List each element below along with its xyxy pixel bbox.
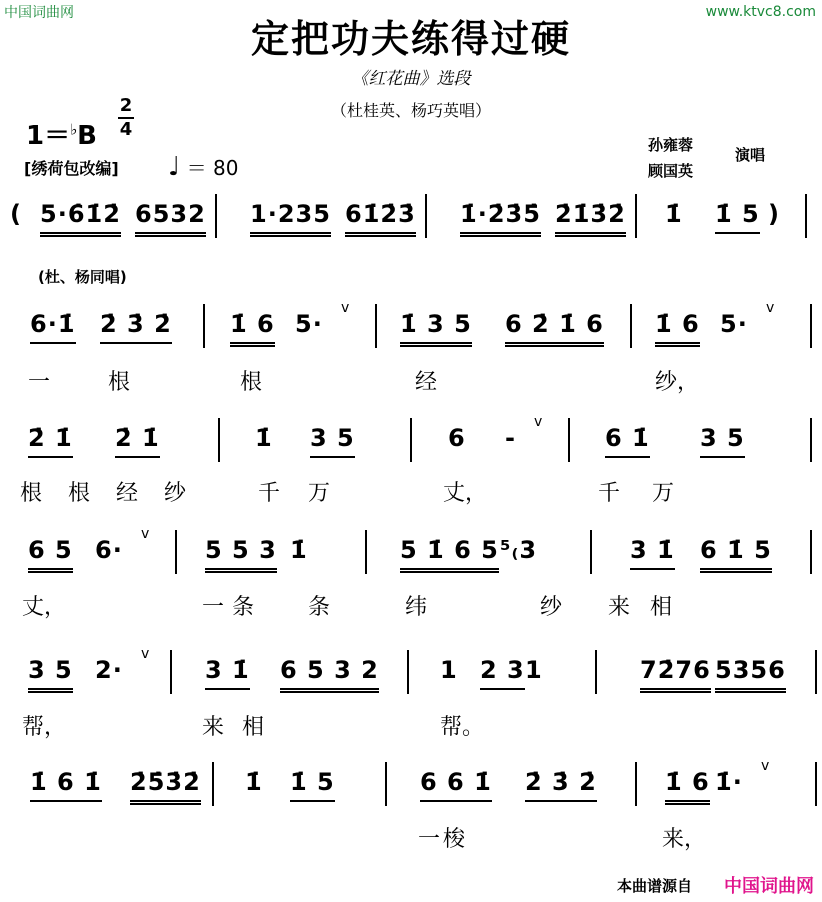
barline: [630, 304, 632, 348]
note-group: 1̇ 3 5: [400, 310, 472, 347]
note-group: 1·235: [250, 200, 331, 237]
lyric-char: 梭: [443, 827, 466, 852]
lyric-char: 帮，: [22, 715, 67, 740]
barline: [815, 650, 817, 694]
lyric-char: 一: [28, 370, 51, 395]
barline: [635, 762, 637, 806]
note-group: 1̇: [255, 424, 273, 452]
lyric-char: 条: [232, 595, 255, 620]
barline: [810, 530, 812, 574]
note-group: 6 5 3 2: [280, 656, 379, 693]
open-paren: (: [10, 200, 21, 228]
performer-2: 顾国英: [648, 162, 694, 180]
lyric-char: 一: [418, 827, 441, 852]
note-group: 5·6̇1̇2̇: [40, 200, 121, 237]
barline: [218, 418, 220, 462]
barline: [385, 762, 387, 806]
note-group: 5356: [715, 656, 786, 693]
breath-mark: v: [141, 526, 150, 542]
time-bottom: 4: [119, 119, 133, 140]
lyric-char: 纱: [164, 481, 187, 506]
breath-mark: v: [341, 300, 350, 316]
note-group: 1̇: [665, 200, 683, 228]
lyric-char: 万: [652, 481, 675, 506]
note-group: ⁵₍3: [500, 536, 538, 564]
lyric-char: 根: [240, 370, 263, 395]
note-group: 6 1̇ 5: [700, 536, 772, 573]
lyric-char: 来，: [662, 827, 707, 852]
characters-line: （杜桂英、杨巧英唱）: [330, 101, 491, 120]
barline: [805, 194, 807, 238]
note-group: 2̇1̇3̇2̇: [555, 200, 626, 237]
key-note: B: [77, 121, 97, 151]
note-group: 5 1̇ 6 5: [400, 536, 499, 573]
note-group: 1̇·: [715, 768, 743, 796]
lyric-char: 一: [202, 595, 225, 620]
lyric-char: 丈，: [22, 595, 67, 620]
note-group: 2̇ 3̇ 2̇: [525, 768, 597, 802]
barline: [175, 530, 177, 574]
lyric-char: 相: [242, 715, 265, 740]
barline: [810, 418, 812, 462]
note-group: 6532: [135, 200, 206, 237]
lyric-char: 丈，: [443, 481, 488, 506]
time-top: 2: [118, 95, 134, 119]
performer-role: 演唱: [735, 146, 766, 164]
barline: [815, 762, 817, 806]
note-group: 2̇ 1̇: [115, 424, 160, 458]
breath-mark: v: [766, 300, 775, 316]
arrangement-note: [绣荷包改编]: [24, 159, 119, 178]
lyric-char: 根: [20, 481, 43, 506]
note-group: 6 6 1̇: [420, 768, 492, 802]
note-group: -: [505, 424, 516, 452]
lyric-char: 千: [598, 481, 621, 506]
time-signature: [118, 95, 134, 141]
barline: [407, 650, 409, 694]
note-group: 6·1̇: [30, 310, 76, 344]
note-group: 2̇ 3̇ 2̇: [100, 310, 172, 344]
barline: [410, 418, 412, 462]
performer-1: 孙雍蓉: [648, 136, 694, 154]
barline: [203, 304, 205, 348]
lyric-char: 经: [116, 481, 139, 506]
watermark-left: 中国词曲网: [4, 5, 74, 21]
barline: [590, 530, 592, 574]
note-group: 6 2̇ 1̇ 6: [505, 310, 604, 347]
lyric-char: 相: [650, 595, 673, 620]
tempo-value: ＝ 80: [186, 156, 239, 180]
barline: [810, 304, 812, 348]
barline: [635, 194, 637, 238]
lyric-char: 纬: [405, 595, 428, 620]
subtitle: 《红花曲》选段: [351, 69, 471, 89]
note-group: 2·: [95, 656, 123, 684]
barline: [170, 650, 172, 694]
lyric-char: 条: [308, 595, 331, 620]
breath-mark: v: [761, 758, 770, 774]
footer-brand: 中国词曲网: [724, 876, 814, 897]
note-group: 3 1̇: [205, 656, 250, 690]
lyric-char: 帮。: [440, 715, 485, 740]
note-group: 6 1̇: [605, 424, 650, 458]
lyric-char: 根: [68, 481, 91, 506]
note-group: 2̇ 1̇: [28, 424, 73, 458]
note-group: 1̇ 6: [665, 768, 710, 805]
barline: [375, 304, 377, 348]
song-title: 定把功夫练得过硬: [250, 16, 571, 61]
tempo-marking: [168, 152, 238, 182]
key-signature: [26, 115, 97, 152]
note-group: 5·: [295, 310, 323, 338]
barline: [595, 650, 597, 694]
barline: [365, 530, 367, 574]
breath-mark: v: [534, 414, 543, 430]
note-group: 3 5: [700, 424, 745, 458]
note-group: 1̇·2̇3̇5̇: [460, 200, 541, 237]
key-prefix: 1＝: [26, 121, 71, 151]
note-group: 72̇76: [640, 656, 711, 693]
note-group: 1̇ 5: [290, 768, 335, 802]
footer-source: 本曲谱源自: [616, 877, 692, 895]
note-group: 3 5: [28, 656, 73, 693]
barline: [568, 418, 570, 462]
lyric-char: 经: [415, 370, 438, 395]
breath-mark: v: [141, 646, 150, 662]
note-group: 6 5: [28, 536, 73, 573]
note-group: 5·: [720, 310, 748, 338]
lyric-char: 纱: [540, 595, 563, 620]
close-paren: ): [768, 200, 779, 228]
flat-icon: ♭: [70, 120, 78, 139]
note-group: 3 1̇: [630, 536, 675, 570]
lyric-char: 千: [258, 481, 281, 506]
barline: [212, 762, 214, 806]
section-label: (杜、杨同唱): [38, 268, 127, 286]
barline: [425, 194, 427, 238]
note-group: 2̇5̇3̇2̇: [130, 768, 201, 805]
note-group: 1̇: [290, 536, 308, 564]
note-group: 1: [440, 656, 458, 684]
note-group: 1: [525, 656, 543, 684]
note-group: 6·: [95, 536, 123, 564]
watermark-right: www.ktvc8.com: [705, 4, 816, 20]
lyric-char: 万: [308, 481, 331, 506]
note-group: 1̇ 6: [655, 310, 700, 347]
performer-names: [648, 132, 693, 184]
note-group: 61̇2̇3̇: [345, 200, 416, 237]
note-group: 6: [448, 424, 466, 452]
note-group: 1̇ 5: [715, 200, 760, 234]
note-group: 1̇ 6 1̇: [30, 768, 102, 802]
lyric-char: 纱，: [655, 370, 700, 395]
note-group: 1̇: [245, 768, 263, 796]
note-group: 1̇ 6: [230, 310, 275, 347]
lyric-char: 根: [108, 370, 131, 395]
note-group: 2 3: [480, 656, 525, 690]
quarter-note-icon: ♩: [168, 152, 181, 182]
lyric-char: 来: [608, 595, 631, 620]
note-group: 3 5: [310, 424, 355, 458]
barline: [215, 194, 217, 238]
lyric-char: 来: [202, 715, 225, 740]
note-group: 5 5 3: [205, 536, 277, 573]
